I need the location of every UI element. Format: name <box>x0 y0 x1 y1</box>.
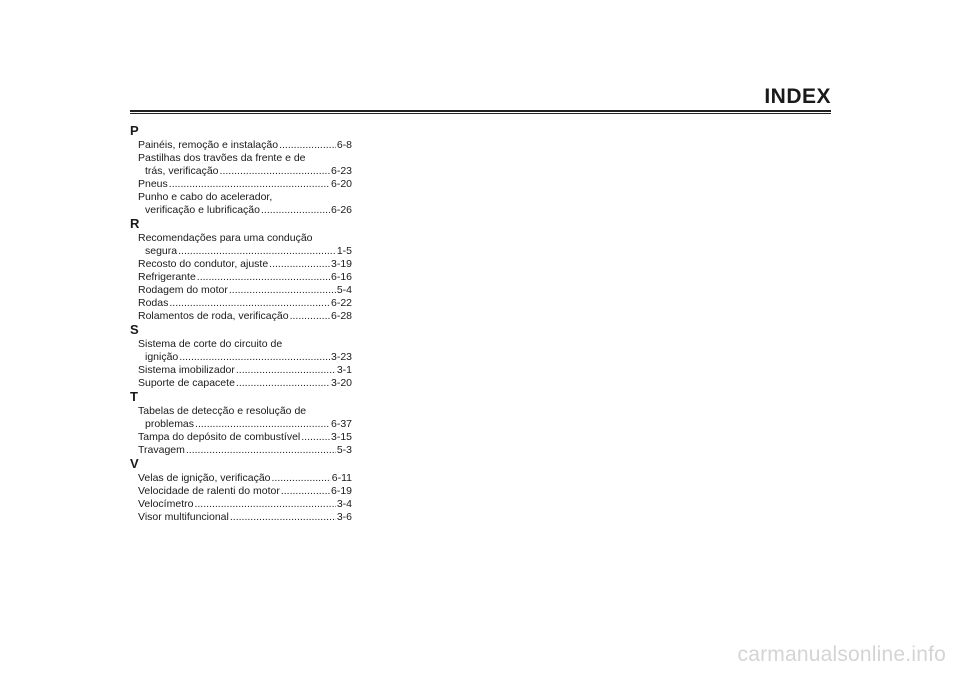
entry-row <box>130 178 352 191</box>
dot-leader <box>230 511 336 524</box>
entry-page-number: 3-4 <box>336 498 352 510</box>
section-letter: T <box>130 389 138 404</box>
dot-leader <box>272 472 331 485</box>
entry-text: Painéis, remoção e instalação <box>138 139 279 151</box>
dot-leader <box>269 258 330 271</box>
index-entry <box>130 511 352 524</box>
index-entry <box>130 284 352 297</box>
entry-row <box>130 204 352 217</box>
dot-leader <box>169 297 330 310</box>
index-entry <box>130 472 352 485</box>
dot-leader <box>279 139 336 152</box>
entry-text: Rodas <box>138 297 169 309</box>
watermark: carmanualsonline.info <box>737 643 946 666</box>
index-section-p <box>130 124 352 217</box>
entry-row <box>130 431 352 444</box>
entry-text: problemas <box>145 418 195 430</box>
entry-row <box>130 245 352 258</box>
index-column <box>130 124 352 524</box>
index-entry <box>130 338 352 364</box>
entry-text: Velocímetro <box>138 498 194 510</box>
title-rule <box>130 110 831 114</box>
dot-leader <box>236 364 336 377</box>
entry-page-number: 3-23 <box>330 351 352 363</box>
section-letter: S <box>130 322 139 337</box>
index-section-v <box>130 457 352 524</box>
index-entry <box>130 178 352 191</box>
dot-leader <box>186 444 336 457</box>
dot-leader <box>236 377 330 390</box>
index-section-r <box>130 217 352 323</box>
dot-leader <box>178 245 336 258</box>
entry-page-number: 6-26 <box>330 204 352 216</box>
entry-text: segura <box>145 245 178 257</box>
entry-row <box>130 271 352 284</box>
entry-page-number: 5-4 <box>336 284 352 296</box>
index-entry <box>130 498 352 511</box>
entry-row <box>130 351 352 364</box>
index-entry <box>130 377 352 390</box>
section-letter: V <box>130 456 139 471</box>
dot-leader <box>301 431 330 444</box>
entry-page-number: 1-5 <box>336 245 352 257</box>
index-entry <box>130 152 352 178</box>
entry-page-number: 6-28 <box>330 310 352 322</box>
index-entry <box>130 431 352 444</box>
dot-leader <box>197 271 330 284</box>
entry-text: Velocidade de ralenti do motor <box>138 485 280 497</box>
entry-text: Rolamentos de roda, verificação <box>138 310 289 322</box>
entry-heading-line: Tabelas de detecção e resolução de <box>138 405 307 417</box>
entry-text: Tampa do depósito de combustível <box>138 431 301 443</box>
entry-row <box>130 258 352 271</box>
entry-page-number: 3-19 <box>330 258 352 270</box>
entry-text: Rodagem do motor <box>138 284 228 296</box>
dot-leader <box>281 485 330 498</box>
entry-page-number: 6-20 <box>330 178 352 190</box>
entry-heading-line: Punho e cabo do acelerador, <box>138 191 273 203</box>
entry-heading-line: Sistema de corte do circuito de <box>138 338 283 350</box>
entry-page-number: 6-23 <box>330 165 352 177</box>
entry-text: Visor multifuncional <box>138 511 229 523</box>
entry-row <box>130 284 352 297</box>
entry-page-number: 6-16 <box>330 271 352 283</box>
entry-row <box>130 377 352 390</box>
entry-text: Travagem <box>138 444 185 456</box>
entry-text: Pneus <box>138 178 168 190</box>
entry-page-number: 5-3 <box>336 444 352 456</box>
page-title: INDEX <box>764 85 831 108</box>
entry-page-number: 3-6 <box>336 511 352 523</box>
dot-leader <box>179 351 330 364</box>
entry-row <box>130 498 352 511</box>
entry-row <box>130 511 352 524</box>
index-entry <box>130 139 352 152</box>
entry-row <box>130 165 352 178</box>
entry-page-number: 6-8 <box>336 139 352 151</box>
dot-leader <box>169 178 330 191</box>
index-entry <box>130 485 352 498</box>
entry-page-number: 3-20 <box>330 377 352 389</box>
index-entry <box>130 405 352 431</box>
dot-leader <box>220 165 330 178</box>
entry-heading-line: Recomendações para uma condução <box>138 232 313 244</box>
entry-row <box>130 297 352 310</box>
entry-text: verificação e lubrificação <box>145 204 260 216</box>
entry-page-number: 6-19 <box>330 485 352 497</box>
entry-text: Velas de ignição, verificação <box>138 472 271 484</box>
entry-row <box>130 139 352 152</box>
index-entry <box>130 232 352 258</box>
entry-heading-line: Pastilhas dos travões da frente e de <box>138 152 306 164</box>
entry-row <box>130 485 352 498</box>
index-section-s <box>130 323 352 390</box>
entry-text: ignição <box>145 351 179 363</box>
entry-page-number: 3-15 <box>330 431 352 443</box>
dot-leader <box>229 284 336 297</box>
index-section-t <box>130 390 352 457</box>
index-entry <box>130 191 352 217</box>
section-letter: P <box>130 123 139 138</box>
entry-page-number: 6-37 <box>330 418 352 430</box>
dot-leader <box>195 418 330 431</box>
entry-row <box>130 444 352 457</box>
entry-text: Sistema imobilizador <box>138 364 235 376</box>
entry-row <box>130 472 352 485</box>
index-entry <box>130 310 352 323</box>
entry-row <box>130 364 352 377</box>
entry-page-number: 6-22 <box>330 297 352 309</box>
entry-page-number: 3-1 <box>336 364 352 376</box>
entry-text: trás, verificação <box>145 165 219 177</box>
index-entry <box>130 271 352 284</box>
dot-leader <box>194 498 335 511</box>
dot-leader <box>261 204 330 217</box>
entry-text: Recosto do condutor, ajuste <box>138 258 269 270</box>
entry-row <box>130 418 352 431</box>
index-entry <box>130 364 352 377</box>
entry-row <box>130 310 352 323</box>
section-letter: R <box>130 216 140 231</box>
entry-text: Suporte de capacete <box>138 377 235 389</box>
index-entry <box>130 297 352 310</box>
index-entry <box>130 444 352 457</box>
entry-text: Refrigerante <box>138 271 196 283</box>
index-entry <box>130 258 352 271</box>
entry-page-number: 6-11 <box>331 472 352 484</box>
dot-leader <box>290 310 330 323</box>
